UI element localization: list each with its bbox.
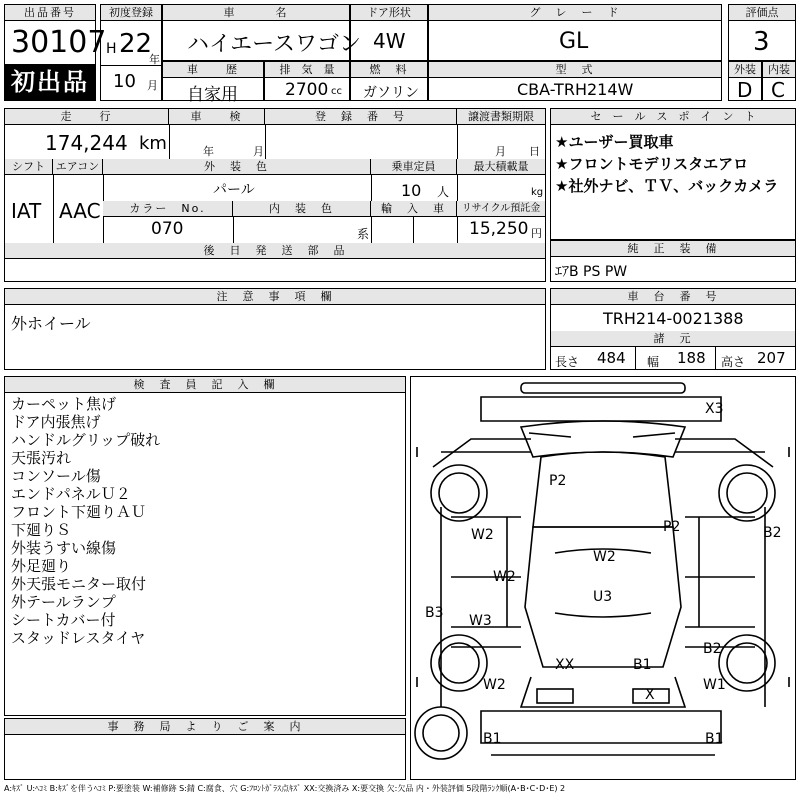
carname-label: 車 名 [163,5,349,21]
grade-box [428,4,722,61]
fuel-label: 燃 料 [351,62,427,78]
first-reg-box [100,4,162,101]
width-label: 幅 [647,355,660,369]
width: 188 [677,349,706,367]
grade: GL [559,29,589,54]
displacement: 2700 [285,80,329,100]
length-label: 長さ [555,355,580,369]
office-label: 事 務 局 よ り ご 案 内 [5,719,405,735]
office-box [4,718,406,780]
int-label: 内装 [763,62,795,78]
insp-month-unit: 月 [253,145,264,158]
inspector-item: スタッドレスタイヤ [11,629,146,647]
shift-label: シフト [5,159,53,175]
mark-b2-right: B2 [763,525,782,541]
color-no-label: カラー No. [103,201,233,217]
lot-no: 30107 [11,25,107,60]
recycle: 15,250 [469,219,529,239]
score-box [728,4,796,61]
chassis-label: 車 台 番 号 [551,289,795,305]
color-label: 外 装 色 [103,159,371,175]
shift: IAT [11,199,42,223]
recycle-unit: 円 [531,227,542,240]
mark-x: X [645,687,655,703]
inspector-item: ハンドルグリップ破れ [11,431,161,449]
mark-x3: X3 [705,401,724,417]
ext-color: パール [213,182,255,198]
history: 自家用 [187,85,238,105]
aircon: AAC [59,199,101,223]
load-unit: kg [531,187,544,198]
mileage: 174,244 [45,131,128,155]
load-label: 最大積載量 [457,159,545,175]
mark-b1-center: B1 [633,657,652,673]
year-unit: 年 [149,53,160,66]
inspector-item: 外足廻り [11,557,72,575]
mark-w2-mid: W2 [493,569,516,585]
insp-year-unit: 年 [203,145,214,158]
mark-b3-left: B3 [425,605,444,621]
door-label: ドア形状 [351,5,427,21]
inspection-label: 車 検 [169,109,265,125]
model-box [428,61,722,101]
equipment-box [550,240,796,282]
ext-grade: D [737,78,753,102]
mark-p2-top: P2 [549,473,567,489]
ext-box [728,61,762,101]
cc-unit: cc [331,86,342,97]
inspector-item: シートカバー付 [11,611,116,629]
inspector-box [4,376,406,716]
car-name: ハイエースワゴン [187,32,362,57]
int-grade: C [771,78,785,102]
chassis-no: TRH214-0021388 [603,309,744,328]
score-label: 評価点 [729,5,795,21]
km-unit: km [139,133,167,154]
equipment: ｴｱB PS PW [555,264,628,280]
delivery-label: 後 日 発 送 部 品 [5,243,545,259]
interior-color-label: 内 装 色 [233,201,371,217]
first-reg-label: 初度登録 [101,5,161,21]
interior-suffix: 系 [357,227,370,241]
displacement-box [264,61,350,101]
sales-box [550,108,796,240]
car-diagram [410,376,796,780]
mark-w2-center: W2 [593,549,616,565]
door-box [350,4,428,61]
inspector-item: コンソール傷 [11,467,101,485]
mark-u3: U3 [593,589,613,605]
height-label: 高さ [721,355,746,369]
era: H [106,41,117,57]
recycle-label: リサイクル預託金 [457,201,545,217]
mileage-label: 走 行 [5,109,169,125]
model: CBA-TRH214W [517,80,634,99]
inspector-item: フロント下廻りＡＵ [11,503,147,521]
color-no: 070 [151,219,184,239]
mark-b1-left: B1 [483,731,502,747]
history-label: 車 歴 [163,62,263,78]
deadline-month-unit: 月 [495,145,506,158]
fuel: ガソリン [363,85,419,101]
deadline-day-unit: 日 [529,145,540,158]
capacity-label: 乗車定員 [371,159,457,175]
inspector-list [11,395,160,647]
door-type: 4W [373,29,406,53]
mark-p2-right: P2 [663,519,681,535]
sales-point-1: ★ユーザー買取車 [555,133,674,151]
car-outline [411,377,795,779]
score: 3 [753,27,770,57]
inspector-item: カーペット焦げ [11,395,117,413]
deadline-label: 譲渡書類期限 [457,109,545,125]
chassis-box [550,288,796,370]
import-label: 輸 入 車 [371,201,457,217]
mark-xx: XX [555,657,575,673]
sales-label: セ ー ル ス ポ イ ン ト [551,109,795,125]
mark-b1-right: B1 [705,731,724,747]
height: 207 [757,349,786,367]
sales-point-2: ★フロントモデリスタエアロ [555,155,749,173]
history-box [162,61,264,105]
inspector-item: 外装うすい線傷 [11,539,117,557]
length: 484 [597,349,626,367]
mark-b2-lower: B2 [703,641,722,657]
displacement-label: 排 気 量 [265,62,349,78]
inspector-item: 外テールランプ [11,593,116,611]
reg-year: 22 [119,29,153,59]
notes-label: 注 意 事 項 欄 [5,289,545,305]
notes-box [4,288,546,370]
inspector-item: 下廻りＳ [11,521,72,539]
carname-box [162,4,362,61]
aircon-label: エアコン [53,159,103,175]
lot-no-label: 出品番号 [5,5,95,21]
equipment-label: 純 正 装 備 [551,241,795,257]
int-box [762,61,796,101]
sales-point-3: ★社外ナビ、ＴＶ、バックカメラ [555,177,779,195]
model-label: 型 式 [429,62,721,78]
inspector-item: ドア内張焦げ [11,413,101,431]
inspector-item: 天張汚れ [11,449,72,467]
mark-w1: W1 [703,677,726,693]
mark-w2-low: W2 [483,677,506,693]
first-listing-text: 初出品 [11,68,89,96]
mark-w3: W3 [469,613,492,629]
ext-label: 外装 [729,62,761,78]
spec-label: 諸 元 [551,331,795,347]
detail-block [4,108,546,282]
month-unit: 月 [147,79,158,92]
fuel-box [350,61,428,101]
first-listing-badge [4,64,96,101]
inspector-label: 検 査 員 記 入 欄 [5,377,405,393]
inspector-item: 外天張モニター取付 [11,575,147,593]
footer-legend: A:ｷｽﾞ U:ﾍｺﾐ B:ｷｽﾞを伴うﾍｺﾐ P:要塗装 W:補修跡 S:錆 C:腐食、穴 G:ﾌﾛﾝﾄｶﾞﾗｽ点ｷｽﾞ XX:交換済み X:要交換 欠:欠品 内・外装評価 5段階ﾗﾝｸ順(A･B･C･D･E) 2 [4,784,566,793]
plate-label: 登 録 番 号 [265,109,457,125]
reg-month: 10 [113,71,136,92]
notes: 外ホイール [11,314,91,333]
grade-label: グ レ ー ド [429,5,721,21]
capacity: 10 [401,181,422,200]
mark-w2-left: W2 [471,527,494,543]
capacity-unit: 人 [437,185,450,199]
inspector-item: エンドパネルＵ２ [11,485,131,503]
